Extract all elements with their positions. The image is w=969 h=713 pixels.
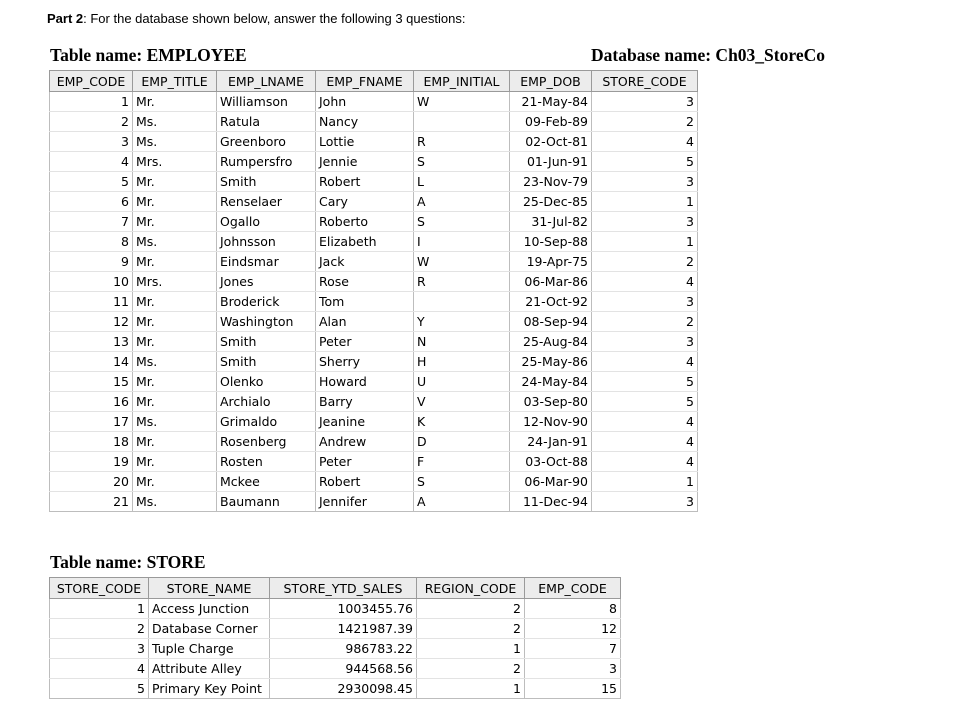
table-cell: 8: [525, 599, 621, 619]
table-cell: 11: [50, 292, 133, 312]
table-cell: Robert: [316, 472, 414, 492]
table-row: [50, 372, 698, 392]
part-label: Part 2: [47, 11, 84, 26]
table-cell: 3: [525, 659, 621, 679]
table-row: [50, 232, 698, 252]
table-cell: 18: [50, 432, 133, 452]
table-cell: 3: [592, 492, 698, 512]
table-cell: 4: [50, 152, 133, 172]
table-cell: 7: [50, 212, 133, 232]
table-cell: 4: [592, 132, 698, 152]
column-header[interactable]: EMP_CODE: [525, 578, 621, 599]
column-header[interactable]: EMP_LNAME: [217, 71, 316, 92]
table-cell: 17: [50, 412, 133, 432]
table-row: [50, 599, 621, 619]
table-cell: 1: [50, 599, 149, 619]
table-cell: 2: [417, 659, 525, 679]
table-cell: 2: [592, 312, 698, 332]
table-cell: Mr.: [133, 432, 217, 452]
table-cell: A: [414, 492, 510, 512]
table-cell: 06-Mar-86: [510, 272, 592, 292]
table-cell: I: [414, 232, 510, 252]
table-row: [50, 252, 698, 272]
table-cell: 4: [592, 432, 698, 452]
employee-table: [49, 70, 698, 512]
table-cell: Smith: [217, 332, 316, 352]
table-cell: 4: [592, 452, 698, 472]
table-cell: 1: [592, 232, 698, 252]
table-cell: 9: [50, 252, 133, 272]
table-cell: 2: [592, 252, 698, 272]
table-cell: 8: [50, 232, 133, 252]
table-cell: 4: [50, 659, 149, 679]
table-cell: 23-Nov-79: [510, 172, 592, 192]
table-cell: [414, 292, 510, 312]
table-cell: 2: [50, 619, 149, 639]
table-cell: 19-Apr-75: [510, 252, 592, 272]
table-cell: 24-Jan-91: [510, 432, 592, 452]
table-row: [50, 392, 698, 412]
table-cell: Mrs.: [133, 272, 217, 292]
table-cell: 09-Feb-89: [510, 112, 592, 132]
table-cell: 5: [50, 679, 149, 699]
table-row: [50, 432, 698, 452]
table-cell: Elizabeth: [316, 232, 414, 252]
table-cell: 986783.22: [270, 639, 417, 659]
table-cell: F: [414, 452, 510, 472]
table-cell: K: [414, 412, 510, 432]
table-row: [50, 272, 698, 292]
table-cell: Archialo: [217, 392, 316, 412]
table-cell: Greenboro: [217, 132, 316, 152]
table-cell: Mr.: [133, 452, 217, 472]
table-cell: S: [414, 212, 510, 232]
table-cell: Primary Key Point: [149, 679, 270, 699]
table-cell: 21-May-84: [510, 92, 592, 112]
table-cell: A: [414, 192, 510, 212]
table-cell: 1: [592, 192, 698, 212]
table-cell: Andrew: [316, 432, 414, 452]
table-cell: D: [414, 432, 510, 452]
table-cell: 12: [525, 619, 621, 639]
column-header[interactable]: REGION_CODE: [417, 578, 525, 599]
table-row: [50, 332, 698, 352]
table-cell: H: [414, 352, 510, 372]
table-cell: 6: [50, 192, 133, 212]
table-cell: Access Junction: [149, 599, 270, 619]
table-cell: 3: [50, 132, 133, 152]
table-cell: 2: [592, 112, 698, 132]
column-header[interactable]: STORE_CODE: [50, 578, 149, 599]
table-cell: 20: [50, 472, 133, 492]
table-cell: Smith: [217, 352, 316, 372]
table-cell: Mr.: [133, 252, 217, 272]
table-cell: Mr.: [133, 312, 217, 332]
table-cell: Roberto: [316, 212, 414, 232]
table-cell: 25-May-86: [510, 352, 592, 372]
table-cell: Sherry: [316, 352, 414, 372]
table-cell: 3: [592, 212, 698, 232]
table-cell: 12-Nov-90: [510, 412, 592, 432]
table-cell: 5: [50, 172, 133, 192]
table-cell: Jennie: [316, 152, 414, 172]
table-cell: Rosten: [217, 452, 316, 472]
table-cell: U: [414, 372, 510, 392]
table-cell: Johnsson: [217, 232, 316, 252]
table-cell: Peter: [316, 332, 414, 352]
table-cell: Williamson: [217, 92, 316, 112]
table-cell: 2: [417, 599, 525, 619]
table-cell: Mr.: [133, 372, 217, 392]
question-heading: [47, 11, 465, 26]
table-cell: Ms.: [133, 492, 217, 512]
table-row: [50, 132, 698, 152]
table-cell: Baumann: [217, 492, 316, 512]
table-cell: 13: [50, 332, 133, 352]
table-cell: Robert: [316, 172, 414, 192]
table-cell: Ms.: [133, 412, 217, 432]
table-cell: W: [414, 92, 510, 112]
table-row: [50, 312, 698, 332]
table-cell: 11-Dec-94: [510, 492, 592, 512]
table-row: [50, 212, 698, 232]
table-cell: R: [414, 132, 510, 152]
table-row: [50, 192, 698, 212]
table-cell: 5: [592, 152, 698, 172]
table-cell: S: [414, 472, 510, 492]
table-cell: Mr.: [133, 212, 217, 232]
table-cell: Barry: [316, 392, 414, 412]
table-cell: 3: [592, 92, 698, 112]
table-cell: Smith: [217, 172, 316, 192]
heading-text: : For the database shown below, answer the following 3 questions:: [83, 11, 466, 26]
table-cell: Database Corner: [149, 619, 270, 639]
table-cell: 1: [417, 639, 525, 659]
table-cell: Mr.: [133, 332, 217, 352]
table-cell: Tom: [316, 292, 414, 312]
table-cell: 4: [592, 412, 698, 432]
table-cell: W: [414, 252, 510, 272]
table-row: [50, 679, 621, 699]
table-cell: Alan: [316, 312, 414, 332]
table-cell: 10-Sep-88: [510, 232, 592, 252]
table-cell: Peter: [316, 452, 414, 472]
table-row: [50, 352, 698, 372]
store-header-row: [50, 578, 621, 599]
column-header[interactable]: EMP_TITLE: [133, 71, 217, 92]
table-cell: 12: [50, 312, 133, 332]
table-cell: 19: [50, 452, 133, 472]
table-cell: Tuple Charge: [149, 639, 270, 659]
table-cell: 25-Aug-84: [510, 332, 592, 352]
table-cell: Jones: [217, 272, 316, 292]
table-cell: Mrs.: [133, 152, 217, 172]
table-cell: 7: [525, 639, 621, 659]
table-cell: Grimaldo: [217, 412, 316, 432]
column-header[interactable]: EMP_DOB: [510, 71, 592, 92]
table-cell: Renselaer: [217, 192, 316, 212]
table-cell: R: [414, 272, 510, 292]
table-cell: Howard: [316, 372, 414, 392]
table-cell: 14: [50, 352, 133, 372]
table-cell: Y: [414, 312, 510, 332]
table-cell: Nancy: [316, 112, 414, 132]
table-row: [50, 472, 698, 492]
database-name-label: Database name: Ch03_StoreCo: [591, 45, 825, 65]
column-header[interactable]: EMP_INITIAL: [414, 71, 510, 92]
store-table: [49, 577, 621, 699]
table-cell: Mr.: [133, 392, 217, 412]
table-cell: 2: [50, 112, 133, 132]
table-cell: 16: [50, 392, 133, 412]
table-row: [50, 112, 698, 132]
table-cell: Ogallo: [217, 212, 316, 232]
table-cell: John: [316, 92, 414, 112]
table-cell: Ms.: [133, 132, 217, 152]
table-cell: Washington: [217, 312, 316, 332]
table-cell: V: [414, 392, 510, 412]
table-cell: 03-Oct-88: [510, 452, 592, 472]
table-cell: Lottie: [316, 132, 414, 152]
table-cell: 5: [592, 372, 698, 392]
table-row: [50, 152, 698, 172]
table-cell: 1: [417, 679, 525, 699]
table-row: [50, 619, 621, 639]
table-cell: 24-May-84: [510, 372, 592, 392]
table-cell: Cary: [316, 192, 414, 212]
column-header[interactable]: STORE_NAME: [149, 578, 270, 599]
table-cell: 3: [50, 639, 149, 659]
table-cell: Ms.: [133, 232, 217, 252]
column-header[interactable]: EMP_FNAME: [316, 71, 414, 92]
table-cell: 02-Oct-81: [510, 132, 592, 152]
table-cell: 25-Dec-85: [510, 192, 592, 212]
table-row: [50, 92, 698, 112]
table-cell: Eindsmar: [217, 252, 316, 272]
table-cell: 15: [525, 679, 621, 699]
table-cell: Jack: [316, 252, 414, 272]
employee-header-row: [50, 71, 698, 92]
table-cell: 06-Mar-90: [510, 472, 592, 492]
table-cell: 2930098.45: [270, 679, 417, 699]
table-cell: 1003455.76: [270, 599, 417, 619]
employee-table-label: Table name: EMPLOYEE: [50, 45, 247, 65]
table-row: [50, 659, 621, 679]
table-cell: Ms.: [133, 352, 217, 372]
table-row: [50, 492, 698, 512]
table-cell: Rosenberg: [217, 432, 316, 452]
table-row: [50, 412, 698, 432]
table-cell: Ms.: [133, 112, 217, 132]
table-cell: 21: [50, 492, 133, 512]
table-cell: 08-Sep-94: [510, 312, 592, 332]
table-cell: Jennifer: [316, 492, 414, 512]
store-table-label: Table name: STORE: [50, 552, 206, 572]
table-cell: Mr.: [133, 92, 217, 112]
table-cell: 4: [592, 352, 698, 372]
table-cell: Mr.: [133, 292, 217, 312]
table-cell: 31-Jul-82: [510, 212, 592, 232]
table-cell: 01-Jun-91: [510, 152, 592, 172]
table-cell: 2: [417, 619, 525, 639]
table-cell: Mr.: [133, 472, 217, 492]
column-header[interactable]: EMP_CODE: [50, 71, 133, 92]
table-cell: 3: [592, 292, 698, 312]
table-row: [50, 172, 698, 192]
table-cell: 1421987.39: [270, 619, 417, 639]
column-header[interactable]: STORE_CODE: [592, 71, 698, 92]
table-cell: Mckee: [217, 472, 316, 492]
table-cell: 03-Sep-80: [510, 392, 592, 412]
table-cell: Mr.: [133, 172, 217, 192]
table-cell: Jeanine: [316, 412, 414, 432]
table-row: [50, 292, 698, 312]
table-cell: [414, 112, 510, 132]
table-cell: 5: [592, 392, 698, 412]
table-row: [50, 639, 621, 659]
table-cell: Broderick: [217, 292, 316, 312]
table-cell: L: [414, 172, 510, 192]
table-cell: S: [414, 152, 510, 172]
table-cell: 944568.56: [270, 659, 417, 679]
table-cell: Rose: [316, 272, 414, 292]
table-cell: 15: [50, 372, 133, 392]
table-cell: Mr.: [133, 192, 217, 212]
table-cell: Attribute Alley: [149, 659, 270, 679]
table-cell: 3: [592, 172, 698, 192]
table-cell: 10: [50, 272, 133, 292]
table-cell: Ratula: [217, 112, 316, 132]
table-cell: N: [414, 332, 510, 352]
table-cell: 4: [592, 272, 698, 292]
table-cell: 1: [592, 472, 698, 492]
table-cell: 21-Oct-92: [510, 292, 592, 312]
column-header[interactable]: STORE_YTD_SALES: [270, 578, 417, 599]
table-cell: 3: [592, 332, 698, 352]
table-row: [50, 452, 698, 472]
table-cell: Rumpersfro: [217, 152, 316, 172]
table-cell: 1: [50, 92, 133, 112]
table-cell: Olenko: [217, 372, 316, 392]
